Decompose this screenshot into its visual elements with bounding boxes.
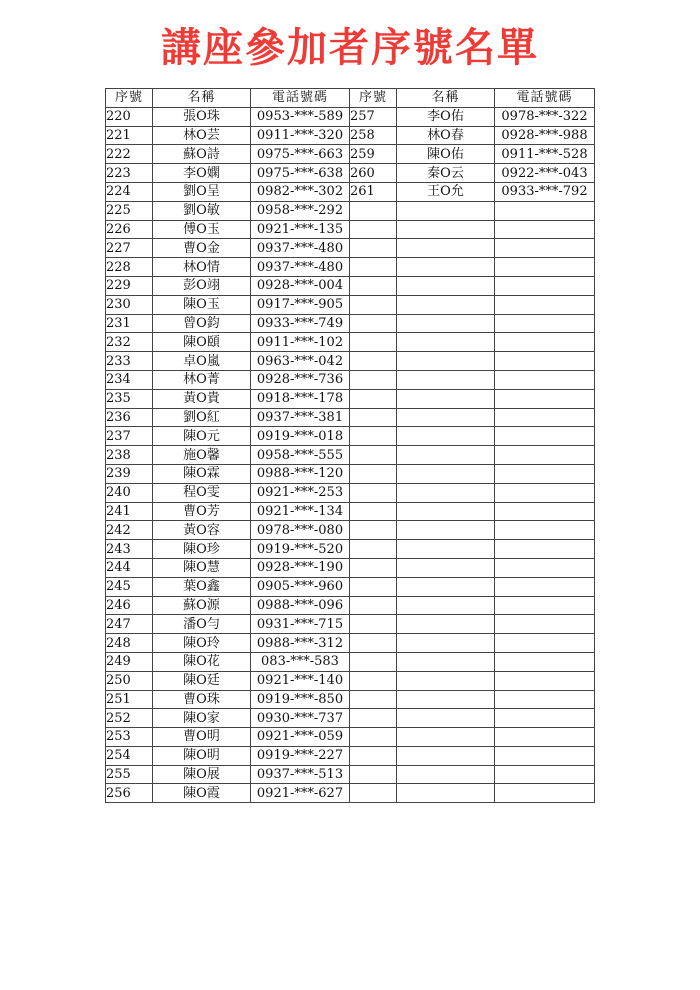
table-row bbox=[106, 145, 595, 164]
phone-cell-2 bbox=[495, 577, 595, 596]
phone-cell: 0917-***-905 bbox=[251, 295, 350, 314]
name-cell: 陳O珍 bbox=[153, 540, 251, 559]
serial-cell: 226 bbox=[106, 220, 153, 239]
serial-cell-2: 260 bbox=[350, 164, 397, 183]
phone-cell-2 bbox=[495, 352, 595, 371]
serial-cell-2 bbox=[350, 220, 397, 239]
table-row bbox=[106, 502, 595, 521]
name-cell-2 bbox=[397, 333, 495, 352]
serial-cell: 253 bbox=[106, 728, 153, 747]
table-row bbox=[106, 107, 595, 126]
phone-cell-2: 0978-***-322 bbox=[495, 107, 595, 126]
phone-cell-2 bbox=[495, 671, 595, 690]
table-row bbox=[106, 521, 595, 540]
name-cell-2 bbox=[397, 690, 495, 709]
serial-cell-2 bbox=[350, 258, 397, 277]
serial-cell-2 bbox=[350, 558, 397, 577]
name-cell: 陳O玲 bbox=[153, 634, 251, 653]
serial-cell-2: 259 bbox=[350, 145, 397, 164]
serial-cell-2 bbox=[350, 464, 397, 483]
serial-cell: 236 bbox=[106, 408, 153, 427]
name-cell: 潘O勻 bbox=[153, 615, 251, 634]
name-cell: 陳O家 bbox=[153, 709, 251, 728]
table-row bbox=[106, 201, 595, 220]
phone-cell-2 bbox=[495, 483, 595, 502]
phone-cell: 0931-***-715 bbox=[251, 615, 350, 634]
serial-cell-2 bbox=[350, 671, 397, 690]
phone-cell: 0937-***-480 bbox=[251, 258, 350, 277]
name-cell-2 bbox=[397, 352, 495, 371]
phone-cell: 0921-***-059 bbox=[251, 728, 350, 747]
serial-cell: 250 bbox=[106, 671, 153, 690]
serial-cell: 228 bbox=[106, 258, 153, 277]
table-row bbox=[106, 728, 595, 747]
phone-cell-2 bbox=[495, 295, 595, 314]
name-cell: 施O馨 bbox=[153, 446, 251, 465]
name-cell-2: 李O佑 bbox=[397, 107, 495, 126]
table-row bbox=[106, 333, 595, 352]
phone-cell: 0905-***-960 bbox=[251, 577, 350, 596]
name-cell-2 bbox=[397, 370, 495, 389]
name-cell-2 bbox=[397, 201, 495, 220]
phone-cell-2 bbox=[495, 333, 595, 352]
phone-cell-2 bbox=[495, 201, 595, 220]
phone-cell-2 bbox=[495, 239, 595, 258]
phone-cell: 0921-***-627 bbox=[251, 784, 350, 803]
table-row bbox=[106, 182, 595, 201]
table-row bbox=[106, 540, 595, 559]
phone-cell-2 bbox=[495, 521, 595, 540]
phone-cell: 0911-***-320 bbox=[251, 126, 350, 145]
name-cell: 陳O霞 bbox=[153, 784, 251, 803]
serial-cell-2 bbox=[350, 746, 397, 765]
serial-cell: 241 bbox=[106, 502, 153, 521]
name-cell: 曹O明 bbox=[153, 728, 251, 747]
name-cell: 陳O霖 bbox=[153, 464, 251, 483]
serial-cell: 247 bbox=[106, 615, 153, 634]
serial-cell: 234 bbox=[106, 370, 153, 389]
phone-cell-2 bbox=[495, 389, 595, 408]
header-serial-2: 序號 bbox=[350, 89, 397, 108]
phone-cell-2 bbox=[495, 652, 595, 671]
table-row bbox=[106, 746, 595, 765]
name-cell: 曹O金 bbox=[153, 239, 251, 258]
name-cell: 黃O容 bbox=[153, 521, 251, 540]
name-cell-2 bbox=[397, 389, 495, 408]
phone-cell-2: 0933-***-792 bbox=[495, 182, 595, 201]
name-cell: 林O芸 bbox=[153, 126, 251, 145]
phone-cell-2 bbox=[495, 746, 595, 765]
phone-cell: 0928-***-004 bbox=[251, 276, 350, 295]
phone-cell: 0919-***-850 bbox=[251, 690, 350, 709]
phone-cell: 083-***-583 bbox=[251, 652, 350, 671]
serial-cell: 239 bbox=[106, 464, 153, 483]
name-cell: 曹O珠 bbox=[153, 690, 251, 709]
serial-cell: 229 bbox=[106, 276, 153, 295]
serial-cell-2 bbox=[350, 483, 397, 502]
header-name-2: 名稱 bbox=[397, 89, 495, 108]
serial-cell: 252 bbox=[106, 709, 153, 728]
name-cell-2: 王O允 bbox=[397, 182, 495, 201]
header-serial: 序號 bbox=[106, 89, 153, 108]
table-row bbox=[106, 220, 595, 239]
serial-cell-2: 261 bbox=[350, 182, 397, 201]
table-row bbox=[106, 258, 595, 277]
phone-cell: 0988-***-096 bbox=[251, 596, 350, 615]
phone-cell-2: 0922-***-043 bbox=[495, 164, 595, 183]
name-cell-2 bbox=[397, 634, 495, 653]
name-cell: 陳O展 bbox=[153, 765, 251, 784]
serial-cell-2 bbox=[350, 615, 397, 634]
header-phone: 電話號碼 bbox=[251, 89, 350, 108]
table-row bbox=[106, 352, 595, 371]
serial-cell: 224 bbox=[106, 182, 153, 201]
name-cell: 陳O慧 bbox=[153, 558, 251, 577]
name-cell-2 bbox=[397, 671, 495, 690]
phone-cell-2 bbox=[495, 276, 595, 295]
table-row bbox=[106, 634, 595, 653]
phone-cell-2 bbox=[495, 446, 595, 465]
name-cell-2 bbox=[397, 558, 495, 577]
serial-cell-2 bbox=[350, 408, 397, 427]
serial-cell-2 bbox=[350, 728, 397, 747]
serial-cell: 232 bbox=[106, 333, 153, 352]
name-cell: 陳O玉 bbox=[153, 295, 251, 314]
serial-cell-2 bbox=[350, 295, 397, 314]
table-row bbox=[106, 690, 595, 709]
phone-cell: 0918-***-178 bbox=[251, 389, 350, 408]
table-row bbox=[106, 671, 595, 690]
serial-cell: 244 bbox=[106, 558, 153, 577]
serial-cell: 222 bbox=[106, 145, 153, 164]
phone-cell-2 bbox=[495, 540, 595, 559]
serial-cell-2 bbox=[350, 521, 397, 540]
phone-cell-2: 0911-***-528 bbox=[495, 145, 595, 164]
phone-cell-2: 0928-***-988 bbox=[495, 126, 595, 145]
name-cell-2 bbox=[397, 408, 495, 427]
serial-cell: 230 bbox=[106, 295, 153, 314]
name-cell: 程O雯 bbox=[153, 483, 251, 502]
serial-cell: 242 bbox=[106, 521, 153, 540]
name-cell: 張O珠 bbox=[153, 107, 251, 126]
serial-cell-2: 257 bbox=[350, 107, 397, 126]
serial-cell: 251 bbox=[106, 690, 153, 709]
serial-cell: 225 bbox=[106, 201, 153, 220]
serial-cell-2 bbox=[350, 427, 397, 446]
phone-cell: 0928-***-190 bbox=[251, 558, 350, 577]
serial-cell-2 bbox=[350, 502, 397, 521]
phone-cell-2 bbox=[495, 558, 595, 577]
name-cell-2 bbox=[397, 258, 495, 277]
name-cell-2 bbox=[397, 652, 495, 671]
serial-cell-2 bbox=[350, 652, 397, 671]
phone-cell: 0937-***-381 bbox=[251, 408, 350, 427]
serial-cell: 235 bbox=[106, 389, 153, 408]
table-row bbox=[106, 652, 595, 671]
serial-cell: 245 bbox=[106, 577, 153, 596]
phone-cell-2 bbox=[495, 596, 595, 615]
phone-cell: 0919-***-018 bbox=[251, 427, 350, 446]
serial-cell: 221 bbox=[106, 126, 153, 145]
phone-cell: 0975-***-638 bbox=[251, 164, 350, 183]
name-cell-2: 林O春 bbox=[397, 126, 495, 145]
table-row bbox=[106, 295, 595, 314]
phone-cell-2 bbox=[495, 427, 595, 446]
serial-cell: 249 bbox=[106, 652, 153, 671]
name-cell-2 bbox=[397, 446, 495, 465]
name-cell: 李O嫻 bbox=[153, 164, 251, 183]
phone-cell: 0982-***-302 bbox=[251, 182, 350, 201]
name-cell-2 bbox=[397, 427, 495, 446]
table-row bbox=[106, 558, 595, 577]
phone-cell-2 bbox=[495, 220, 595, 239]
serial-cell-2 bbox=[350, 276, 397, 295]
serial-cell: 248 bbox=[106, 634, 153, 653]
phone-cell-2 bbox=[495, 765, 595, 784]
name-cell-2 bbox=[397, 784, 495, 803]
phone-cell-2 bbox=[495, 370, 595, 389]
phone-cell-2 bbox=[495, 690, 595, 709]
phone-cell: 0930-***-737 bbox=[251, 709, 350, 728]
name-cell: 陳O元 bbox=[153, 427, 251, 446]
name-cell: 黃O貴 bbox=[153, 389, 251, 408]
phone-cell-2 bbox=[495, 634, 595, 653]
name-cell-2: 陳O佑 bbox=[397, 145, 495, 164]
phone-cell: 0921-***-135 bbox=[251, 220, 350, 239]
name-cell-2 bbox=[397, 502, 495, 521]
table-row bbox=[106, 408, 595, 427]
name-cell: 陳O明 bbox=[153, 746, 251, 765]
phone-cell: 0963-***-042 bbox=[251, 352, 350, 371]
table-row bbox=[106, 314, 595, 333]
phone-cell: 0921-***-134 bbox=[251, 502, 350, 521]
name-cell: 陳O頤 bbox=[153, 333, 251, 352]
phone-cell: 0958-***-555 bbox=[251, 446, 350, 465]
phone-cell: 0978-***-080 bbox=[251, 521, 350, 540]
table-row bbox=[106, 483, 595, 502]
name-cell: 傅O玉 bbox=[153, 220, 251, 239]
name-cell-2 bbox=[397, 540, 495, 559]
header-phone-2: 電話號碼 bbox=[495, 89, 595, 108]
name-cell-2 bbox=[397, 295, 495, 314]
table-row bbox=[106, 126, 595, 145]
phone-cell-2 bbox=[495, 709, 595, 728]
phone-cell: 0958-***-292 bbox=[251, 201, 350, 220]
table-row bbox=[106, 784, 595, 803]
name-cell: 陳O花 bbox=[153, 652, 251, 671]
table-row bbox=[106, 596, 595, 615]
serial-cell: 220 bbox=[106, 107, 153, 126]
table-body bbox=[106, 107, 595, 802]
phone-cell: 0919-***-227 bbox=[251, 746, 350, 765]
name-cell-2 bbox=[397, 314, 495, 333]
phone-cell-2 bbox=[495, 314, 595, 333]
serial-cell-2 bbox=[350, 370, 397, 389]
phone-cell: 0988-***-312 bbox=[251, 634, 350, 653]
serial-cell: 240 bbox=[106, 483, 153, 502]
table-header-row bbox=[106, 89, 595, 108]
serial-cell-2 bbox=[350, 634, 397, 653]
name-cell-2 bbox=[397, 521, 495, 540]
phone-cell-2 bbox=[495, 502, 595, 521]
phone-cell: 0937-***-513 bbox=[251, 765, 350, 784]
table-row bbox=[106, 577, 595, 596]
name-cell-2 bbox=[397, 746, 495, 765]
name-cell: 劉O呈 bbox=[153, 182, 251, 201]
name-cell-2 bbox=[397, 276, 495, 295]
serial-cell: 246 bbox=[106, 596, 153, 615]
phone-cell: 0975-***-663 bbox=[251, 145, 350, 164]
table-row bbox=[106, 464, 595, 483]
table-row bbox=[106, 164, 595, 183]
table-row bbox=[106, 276, 595, 295]
name-cell: 曾O鈞 bbox=[153, 314, 251, 333]
serial-cell-2 bbox=[350, 765, 397, 784]
phone-cell-2 bbox=[495, 615, 595, 634]
table-row bbox=[106, 389, 595, 408]
serial-cell-2 bbox=[350, 446, 397, 465]
name-cell: 陳O廷 bbox=[153, 671, 251, 690]
name-cell-2 bbox=[397, 239, 495, 258]
phone-cell: 0933-***-749 bbox=[251, 314, 350, 333]
serial-cell: 254 bbox=[106, 746, 153, 765]
name-cell-2: 秦O云 bbox=[397, 164, 495, 183]
name-cell: 卓O嵐 bbox=[153, 352, 251, 371]
serial-cell-2 bbox=[350, 709, 397, 728]
serial-cell: 238 bbox=[106, 446, 153, 465]
name-cell: 林O菁 bbox=[153, 370, 251, 389]
name-cell: 林O情 bbox=[153, 258, 251, 277]
serial-cell-2 bbox=[350, 352, 397, 371]
name-cell-2 bbox=[397, 765, 495, 784]
serial-cell-2 bbox=[350, 577, 397, 596]
serial-cell-2 bbox=[350, 596, 397, 615]
serial-cell: 243 bbox=[106, 540, 153, 559]
table-row bbox=[106, 765, 595, 784]
phone-cell: 0937-***-480 bbox=[251, 239, 350, 258]
table-row bbox=[106, 370, 595, 389]
phone-cell: 0911-***-102 bbox=[251, 333, 350, 352]
phone-cell: 0921-***-140 bbox=[251, 671, 350, 690]
table-row bbox=[106, 615, 595, 634]
page-title: 講座參加者序號名單 bbox=[161, 25, 539, 71]
name-cell: 彭O翊 bbox=[153, 276, 251, 295]
name-cell-2 bbox=[397, 596, 495, 615]
name-cell-2 bbox=[397, 709, 495, 728]
table-row bbox=[106, 446, 595, 465]
name-cell: 蘇O詩 bbox=[153, 145, 251, 164]
serial-cell: 223 bbox=[106, 164, 153, 183]
name-cell-2 bbox=[397, 728, 495, 747]
phone-cell-2 bbox=[495, 408, 595, 427]
table-row bbox=[106, 239, 595, 258]
serial-cell: 256 bbox=[106, 784, 153, 803]
serial-cell: 255 bbox=[106, 765, 153, 784]
name-cell: 劉O敏 bbox=[153, 201, 251, 220]
serial-cell-2 bbox=[350, 784, 397, 803]
participant-table bbox=[105, 88, 595, 803]
serial-cell-2 bbox=[350, 540, 397, 559]
phone-cell: 0953-***-589 bbox=[251, 107, 350, 126]
phone-cell: 0921-***-253 bbox=[251, 483, 350, 502]
name-cell: 葉O鑫 bbox=[153, 577, 251, 596]
name-cell-2 bbox=[397, 220, 495, 239]
name-cell-2 bbox=[397, 483, 495, 502]
serial-cell-2 bbox=[350, 690, 397, 709]
name-cell: 劉O紅 bbox=[153, 408, 251, 427]
phone-cell: 0928-***-736 bbox=[251, 370, 350, 389]
serial-cell: 233 bbox=[106, 352, 153, 371]
name-cell-2 bbox=[397, 615, 495, 634]
name-cell: 蘇O源 bbox=[153, 596, 251, 615]
name-cell-2 bbox=[397, 577, 495, 596]
phone-cell-2 bbox=[495, 784, 595, 803]
serial-cell: 227 bbox=[106, 239, 153, 258]
serial-cell: 237 bbox=[106, 427, 153, 446]
header-name: 名稱 bbox=[153, 89, 251, 108]
serial-cell-2 bbox=[350, 239, 397, 258]
phone-cell-2 bbox=[495, 258, 595, 277]
phone-cell-2 bbox=[495, 728, 595, 747]
name-cell: 曹O芳 bbox=[153, 502, 251, 521]
phone-cell-2 bbox=[495, 464, 595, 483]
serial-cell-2 bbox=[350, 201, 397, 220]
name-cell-2 bbox=[397, 464, 495, 483]
serial-cell-2 bbox=[350, 389, 397, 408]
serial-cell-2 bbox=[350, 333, 397, 352]
phone-cell: 0919-***-520 bbox=[251, 540, 350, 559]
table-row bbox=[106, 427, 595, 446]
serial-cell: 231 bbox=[106, 314, 153, 333]
serial-cell-2: 258 bbox=[350, 126, 397, 145]
serial-cell-2 bbox=[350, 314, 397, 333]
table-row bbox=[106, 709, 595, 728]
phone-cell: 0988-***-120 bbox=[251, 464, 350, 483]
